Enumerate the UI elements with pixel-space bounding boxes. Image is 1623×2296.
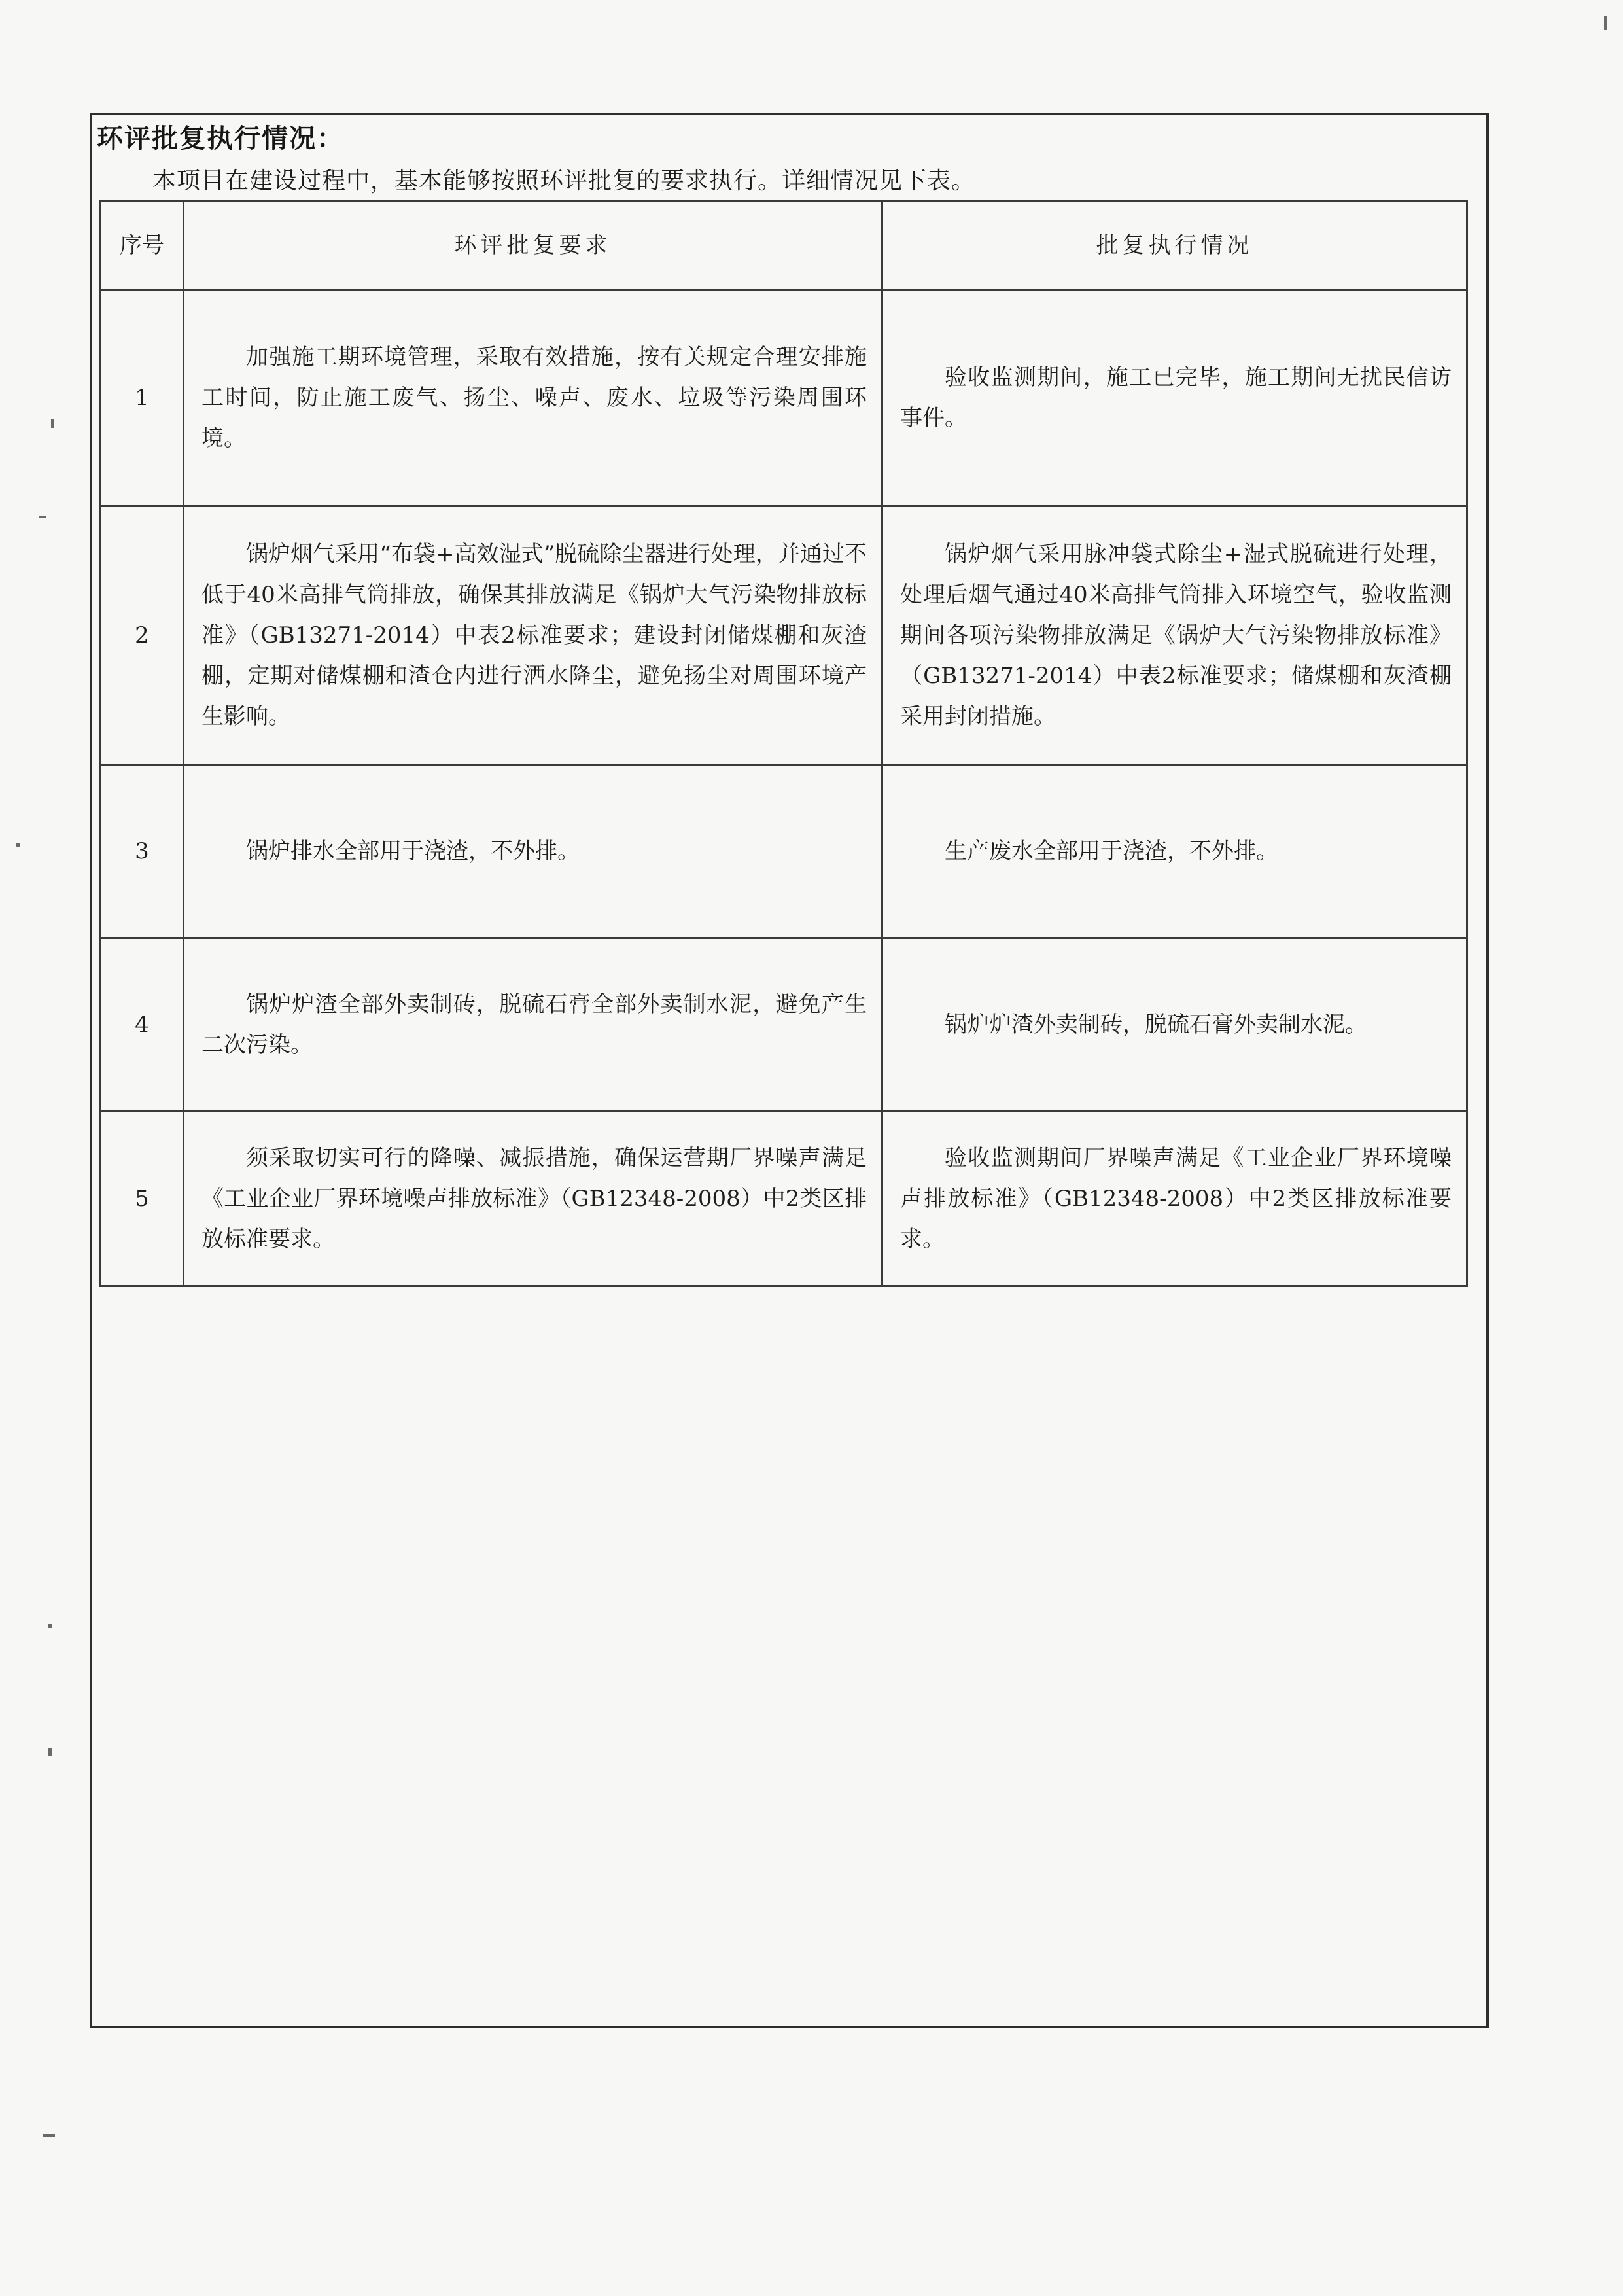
row-execution [882, 938, 1467, 1112]
table-row [101, 765, 1467, 938]
row-requirement [184, 290, 882, 506]
table-row [101, 938, 1467, 1112]
scan-mark [48, 1748, 52, 1756]
intro-text: 本项目在建设过程中，基本能够按照环评批复的要求执行。详细情况见下表。 [152, 168, 976, 194]
row-requirement [184, 506, 882, 765]
row-no: 1 [101, 290, 184, 506]
row-no: 5 [101, 1112, 184, 1286]
row-requirement [184, 938, 882, 1112]
execution-text: 验收监测期间厂界噪声满足《工业企业厂界环境噪声排放标准》（GB12348-2008）中2类区排放标准要求。 [900, 1145, 1452, 1252]
execution-text: 生产废水全部用于浇渣，不外排。 [945, 838, 1278, 864]
section-title: 环评批复执行情况： [97, 124, 344, 154]
requirement-text: 须采取切实可行的降噪、减振措施，确保运营期厂界噪声满足《工业企业厂界环境噪声排放标准》（GB12348-2008）中2类区排放标准要求。 [201, 1145, 867, 1252]
row-no: 3 [101, 765, 184, 938]
requirement-text: 锅炉烟气采用“布袋+高效湿式”脱硫除尘器进行处理，并通过不低于40米高排气筒排放，确保其排放满足《锅炉大气污染物排放标准》（GB13271-2014）中表2标准要求；建设封闭储煤棚和灰渣棚，定期对储煤棚和渣仓内进行洒水降尘，避免扬尘对周围环境产生影响。 [201, 541, 867, 730]
row-execution [882, 506, 1467, 765]
table-row [101, 506, 1467, 765]
scan-mark [43, 2134, 55, 2137]
table-row [101, 290, 1467, 506]
row-no: 2 [101, 506, 184, 765]
header-execution: 批复执行情况 [882, 202, 1467, 290]
execution-text: 锅炉炉渣外卖制砖，脱硫石膏外卖制水泥。 [945, 1012, 1367, 1038]
requirement-text: 锅炉排水全部用于浇渣，不外排。 [246, 838, 580, 864]
row-requirement [184, 765, 882, 938]
table-header-row [101, 202, 1467, 290]
row-execution [882, 1112, 1467, 1286]
scan-mark [39, 516, 46, 518]
scan-mark [16, 843, 20, 847]
row-execution [882, 290, 1467, 506]
scan-mark [1604, 16, 1607, 30]
row-execution [882, 765, 1467, 938]
header-requirement: 环评批复要求 [184, 202, 882, 290]
table-row [101, 1112, 1467, 1286]
execution-text: 验收监测期间，施工已完毕，施工期间无扰民信访事件。 [900, 364, 1452, 431]
requirement-text: 加强施工期环境管理，采取有效措施，按有关规定合理安排施工时间，防止施工废气、扬尘、噪声、废水、垃圾等污染周围环境。 [201, 344, 867, 451]
execution-text: 锅炉烟气采用脉冲袋式除尘+湿式脱硫进行处理，处理后烟气通过40米高排气筒排入环境空气，验收监测期间各项污染物排放满足《锅炉大气污染物排放标准》（GB13271-2014）中表2标准要求；储煤棚和灰渣棚采用封闭措施。 [900, 541, 1452, 730]
requirement-text: 锅炉炉渣全部外卖制砖，脱硫石膏全部外卖制水泥，避免产生二次污染。 [201, 991, 867, 1058]
approval-table [99, 200, 1468, 1287]
row-no: 4 [101, 938, 184, 1112]
scan-mark [51, 419, 54, 428]
row-requirement [184, 1112, 882, 1286]
header-no: 序号 [101, 202, 184, 290]
scan-mark [48, 1624, 52, 1628]
